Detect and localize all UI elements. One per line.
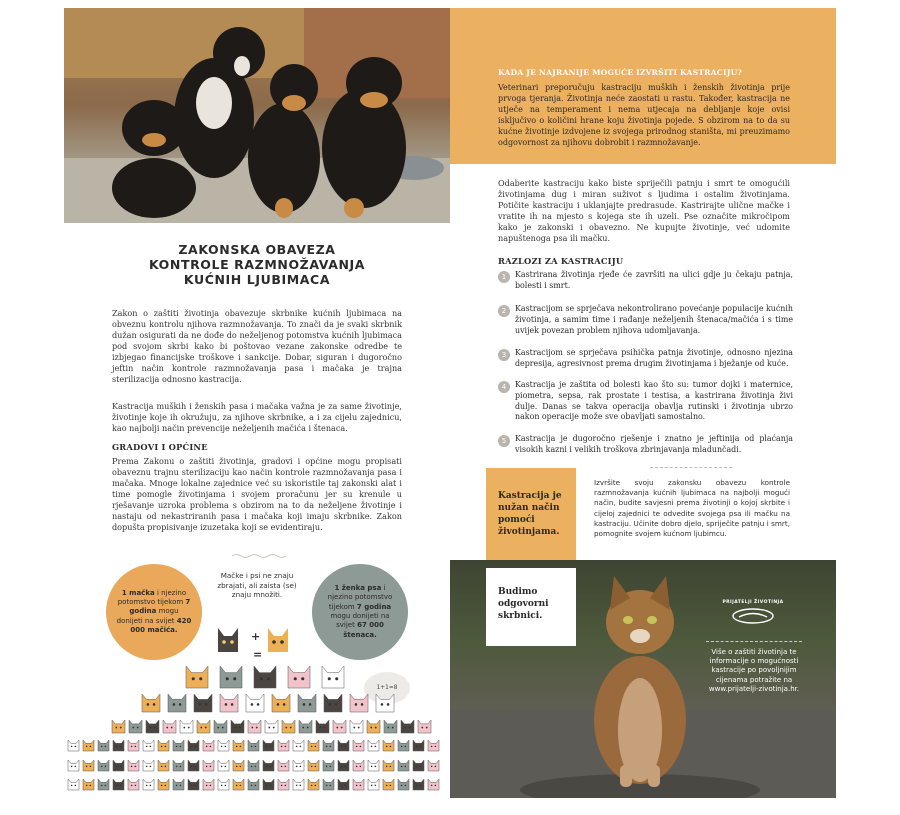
kitten-icon <box>128 760 139 771</box>
kitten-icon <box>308 760 319 771</box>
kitten-icon <box>113 760 124 771</box>
kitten-icon <box>158 779 169 790</box>
reasons-heading: RAZLOZI ZA KASTRACIJU <box>498 256 624 266</box>
kitten-icon <box>83 740 94 751</box>
kitten-icon <box>398 740 409 751</box>
reason-text: Kastracija je zaštita od bolesti kao što su: tumor dojki i maternice, piometra, sepsa, rak prostate i testisa, a kastrirana životinja živi dulje. Danas se takva operacija obavlja rutinski i životinja ubrzo nakon operacije može sve obavljati samostalno. <box>515 380 793 422</box>
kitten-icon <box>282 720 295 733</box>
more-info-text: Više o zaštiti životinja te informacije o mogućnosti kastracije po povoljnijim cijenama potražite na www.prijatelji-zivotinja.hr. <box>708 648 800 693</box>
kitten-icon <box>428 740 439 751</box>
cat-stat-bold-1: 1 mačka <box>121 588 155 597</box>
kitten-icon <box>299 720 312 733</box>
kitten-icon <box>68 760 79 771</box>
kitten-icon <box>214 720 227 733</box>
kitten-icon <box>401 720 414 733</box>
kitten-icon <box>368 779 379 790</box>
kitten-icon <box>353 760 364 771</box>
kitten-icon <box>428 760 439 771</box>
kitten-icon <box>353 779 364 790</box>
castration-callout: Kastracija je nužan način pomoći životinjama. <box>486 468 576 560</box>
kitten-icon <box>143 740 154 751</box>
kitten-icon <box>142 694 160 712</box>
kitten-icon <box>383 760 394 771</box>
cat-stat-bold-3: 420 000 mačića. <box>130 616 192 634</box>
kitten-icon <box>368 740 379 751</box>
kitten-icon <box>158 760 169 771</box>
reason-text: Kastracijom se sprječava psihička patnja životinje, odnosno njezina depresija, agresivnost prema drugim životinjama i bježanje od kuće. <box>515 348 793 368</box>
kitten-icon <box>367 720 380 733</box>
kitten-icon <box>323 779 334 790</box>
kitten-icon <box>384 720 397 733</box>
kitten-icon <box>173 740 184 751</box>
gradovi-paragraph: Prema Zakonu o zaštiti životinja, gradovi i općine mogu propisati obaveznu trajnu sterilizaciju kao način kontrole razmnožavanja pasa i mačaka. Mnoge lokalne zajednice već su iskoristile taj zakonski alat i time pomogle životinjama i svojem proračunu jer su krenule u rješavanje uzroka problema s obzirom na to da neželjene životinje i nastaju od nekastriranih pasa i mačaka koji imaju skrbnike. Zakon dopušta propisivanje izuzetaka koji se evidentiraju. <box>112 456 402 532</box>
question-text: Veterinari preporučuju kastraciju muških i ženskih životinja prije prvoga tjeranja. Životinja neće zaostati u rastu. Također, kastracija ne utječe na temperament i nema utjecaja na debljanje koje ovisi isključivo o količini hrane koju životinja pojede. S obzirom na to da su kućne životinje izdvojene iz svojega prirodnog staništa, mi preuzimamo odgovornost za njihovu dobrobit i razmnožavanje. <box>498 83 790 147</box>
kitten-icon <box>220 666 242 688</box>
importance-paragraph: Kastracija muških i ženskih pasa i mačaka važna je za same životinje, životinje koje ih okružuju, za njihove skrbnike, a i za cijelu zajednicu, kao najbolji način prevencije neželjenih mačića i štenaca. <box>112 401 402 433</box>
kitten-icon <box>413 740 424 751</box>
kitten-icon <box>246 694 264 712</box>
intro-paragraph: Zakon o zaštiti životinja obavezuje skrbnike kućnih ljubimaca na obveznu kontrolu njihova razmnožavanja. To znači da je svaki skrbnik dužan osigurati da ne dođe do neželjenog potomstva kućnih ljubimaca pod svojom skrbi kako bi poštovao vezane zakonske odredbe te izbjegao financijske troškove i sankcije. Dobar, siguran i dugoročno jeftin način kontrole razmnožavanja pasa i mačaka je trajna sterilizacija odnosno kastracija. <box>112 308 402 384</box>
kitten-icon <box>293 779 304 790</box>
kitten-icon <box>353 740 364 751</box>
kitten-icon <box>263 779 274 790</box>
kitten-icon <box>288 666 310 688</box>
left-page <box>64 8 450 798</box>
kitten-icon <box>128 740 139 751</box>
dog-stat-bold-2: 7 godina <box>356 602 392 611</box>
kitten-icon <box>113 740 124 751</box>
brand-logo <box>718 600 788 628</box>
cat-stat-text-1: i njezino potomstvo tijekom <box>117 588 187 607</box>
kitten-icon <box>203 779 214 790</box>
gradovi-heading: GRADOVI I OPĆINE <box>112 442 208 452</box>
kitten-icon <box>263 740 274 751</box>
reason-number: 4 <box>498 381 510 393</box>
kitten-icon <box>308 779 319 790</box>
kitten-icon <box>368 760 379 771</box>
reason-text: Kastrirana životinja rjeđe će završiti na ulici gdje ju čekaju patnja, bolesti i smrt. <box>515 270 793 290</box>
dog-stat-bold-1: 1 ženka psa <box>334 584 382 593</box>
kitten-icon <box>293 760 304 771</box>
kitten-icon <box>112 720 125 733</box>
kitten-icon <box>186 666 208 688</box>
kitten-icon <box>272 694 290 712</box>
kitten-icon <box>383 779 394 790</box>
kitten-icon <box>146 720 159 733</box>
dog-stat-bold-3: 67 000 štenaca. <box>343 621 384 639</box>
kitten-icon <box>350 694 368 712</box>
kitten-icon <box>188 740 199 751</box>
logo-name: PRIJATELJI ŽIVOTINJA <box>722 600 784 605</box>
reason-number: 3 <box>498 349 510 361</box>
kitten-icon <box>143 760 154 771</box>
kitten-icon <box>218 760 229 771</box>
kitten-icon <box>68 779 79 790</box>
kitten-icon <box>333 720 346 733</box>
kitten-icon <box>128 779 139 790</box>
kitten-icon <box>163 720 176 733</box>
kitten-icon <box>265 720 278 733</box>
kitten-icon <box>278 740 289 751</box>
kitten-icon <box>220 694 238 712</box>
question-heading: KADA JE NAJRANIJE MOGUĆE IZVRŠITI KASTRACIJU? <box>498 68 743 77</box>
kitten-icon <box>218 779 229 790</box>
title-line-2: KONTROLE RAZMNOŽAVANJA <box>148 257 366 272</box>
dog-stat-text-1: i njezino potomstvo tijekom <box>327 584 393 611</box>
logo-divider <box>706 641 802 642</box>
call-to-action-text: Izvršite svoju zakonsku obavezu kontrole razmnožavanja kućnih ljubimaca na najbolji mogući način, budite savjesni prema životinji o kojoj skrbite i cijeloj zajednici te odvedite svojega psa ili mačku na kastraciju. Učinite dobro djelo, spriječite patnju i smrt, pomognite svojem kućnom ljubimcu. <box>594 478 790 539</box>
kitten-icon <box>278 760 289 771</box>
kitten-icon <box>180 720 193 733</box>
kitten-icon <box>322 666 344 688</box>
cat-stat-text-2: mogu donijeti na svijet <box>116 607 179 625</box>
plus-sign: + <box>251 630 261 643</box>
cat-stat-bold-2: 7 godina <box>129 598 191 616</box>
kitten-icon <box>418 720 431 733</box>
kitten-icon <box>188 760 199 771</box>
kitten-icon <box>168 694 186 712</box>
kitten-icon <box>248 740 259 751</box>
dog-stat-text-2: mogu donijeti na svijet <box>330 612 390 630</box>
kitten-icon <box>231 720 244 733</box>
kitten-icon <box>428 779 439 790</box>
kitten-icon <box>413 760 424 771</box>
kitten-icon <box>194 694 212 712</box>
kitten-icon <box>98 760 109 771</box>
kitten-icon <box>338 760 349 771</box>
kitten-icon <box>350 720 363 733</box>
right-page <box>450 8 836 798</box>
kitten-icon <box>233 779 244 790</box>
kitten-icon <box>308 740 319 751</box>
kitten-icon <box>298 694 316 712</box>
reason-text: Kastracijom se sprječava nekontrolirano povećanje populacije kućnih životinja, a samim time i rađanje neželjenih štenaca/mačića i s time uvijek povezan problem njihova udomljavanja. <box>515 304 793 335</box>
reason-number: 2 <box>498 305 510 317</box>
kitten-icon <box>248 720 261 733</box>
dashed-divider <box>650 467 732 468</box>
reason-number: 5 <box>498 435 510 447</box>
kitten-icon <box>248 760 259 771</box>
kitten-icon <box>413 779 424 790</box>
kitten-icon <box>263 760 274 771</box>
kitten-icon <box>129 720 142 733</box>
kitten-icon <box>173 760 184 771</box>
kitten-icon <box>376 694 394 712</box>
responsible-owners-box: Budimo odgovorni skrbnici. <box>486 568 576 646</box>
kitten-icon <box>278 779 289 790</box>
kitten-icon <box>233 760 244 771</box>
reason-text: Kastracija je dugoročno rješenje i znatno je jeftinija od plaćanja visokih kazni i velikih troškova zbrinjavanja mladunčadi. <box>515 434 793 454</box>
kitten-icon <box>398 760 409 771</box>
paw-logo-icon <box>731 608 775 624</box>
equals-sign: = <box>253 648 263 661</box>
kitten-icon <box>323 740 334 751</box>
kitten-icon <box>383 740 394 751</box>
kitten-icon <box>158 740 169 751</box>
kitten-icon <box>233 740 244 751</box>
kitten-icon <box>218 740 229 751</box>
math-bubble: 1+1=8 <box>364 672 410 704</box>
kitten-icon <box>203 760 214 771</box>
advice-paragraph: Odaberite kastraciju kako biste spriječili patnju i smrt te omogućili životinjama dug i miran suživot s ljudima i ostalim životinjama. Potičite kastraciju i uklanjajte predrasude. Kastrirajte ulične mačke i vratite ih na mjesto s kojega ste ih uzeli. Pse označite mikročipom kako je zakonski i obavezno. Ne kupujte životinje, već udomite napuštenoga psa ili mačku. <box>498 178 790 243</box>
kitten-icon <box>203 740 214 751</box>
kitten-icon <box>188 779 199 790</box>
kitten-icon <box>398 779 409 790</box>
kitten-icon <box>83 779 94 790</box>
kitten-icon <box>248 779 259 790</box>
kitten-icon <box>316 720 329 733</box>
kitten-icon <box>338 779 349 790</box>
kitten-icon <box>173 779 184 790</box>
kitten-icon <box>324 694 342 712</box>
kitten-icon <box>68 740 79 751</box>
kitten-icon <box>143 779 154 790</box>
title-line-1: ZAKONSKA OBAVEZA <box>178 242 336 257</box>
kitten-icon <box>323 760 334 771</box>
kitten-icon <box>83 760 94 771</box>
kitten-icon <box>293 740 304 751</box>
kitten-icon <box>338 740 349 751</box>
kitten-icon <box>197 720 210 733</box>
title-line-3: KUĆNIH LJUBIMACA <box>183 272 331 287</box>
kitten-icon <box>98 740 109 751</box>
reason-number: 1 <box>498 271 510 283</box>
math-caption: Mačke i psi ne znaju zbrajati, ali zaista (se) znaju množiti. <box>217 571 297 599</box>
kitten-icon <box>98 779 109 790</box>
kitten-icon <box>254 666 276 688</box>
kitten-icon <box>113 779 124 790</box>
